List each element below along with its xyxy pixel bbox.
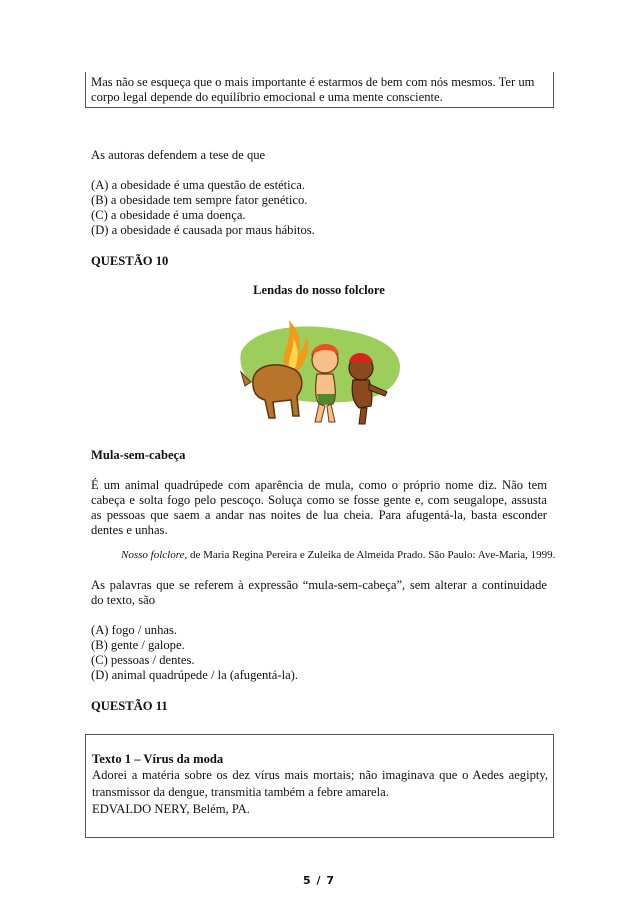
q10-text-line-3: as pessoas que saem a andar nas noites de lua cheia. Para afugentá-la, basta esconder <box>91 508 547 522</box>
q9-option-d: (D) a obesidade é causada por maus hábitos. <box>91 223 315 237</box>
q11-box-line-1: Adorei a matéria sobre os dez vírus mais mortais; não imaginava que o Aedes aegipty, <box>92 768 548 782</box>
q9-stem: As autoras defendem a tese de que <box>91 148 266 162</box>
folklore-illustration <box>233 312 407 430</box>
quote-line-1: Mas não se esqueça que o mais importante é estarmos de bem com nós mesmos. Ter um <box>91 75 535 89</box>
q10-title: Lendas do nosso folclore <box>253 283 385 297</box>
q11-heading: QUESTÃO 11 <box>91 699 168 713</box>
q10-stem-line-2: do texto, são <box>91 593 156 607</box>
q10-option-b: (B) gente / galope. <box>91 638 185 652</box>
page-number: 5 / 7 <box>303 874 335 887</box>
q10-option-c: (C) pessoas / dentes. <box>91 653 195 667</box>
citation-rest: , de Maria Regina Pereira e Zuleika de Almeida Prado. São Paulo: Ave-Maria, 1999. <box>184 549 556 561</box>
q10-stem-line-1: As palavras que se referem à expressão “mula-sem-cabeça”, sem alterar a continuidade <box>91 578 547 592</box>
q10-option-a: (A) fogo / unhas. <box>91 623 178 637</box>
q11-box-line-2: transmissor da dengue, transmitia também a febre amarela. <box>92 785 389 799</box>
q10-citation <box>121 548 556 563</box>
q10-text-line-4: dentes e unhas. <box>91 523 168 537</box>
q10-text-line-1: É um animal quadrúpede com aparência de mula, como o próprio nome diz. Não tem <box>91 478 547 492</box>
quote-box <box>85 72 554 108</box>
q10-heading: QUESTÃO 10 <box>91 254 169 268</box>
quote-line-2: corpo legal depende do equilíbrio emocional e uma mente consciente. <box>91 90 443 104</box>
q10-option-d: (D) animal quadrúpede / la (afugentá-la). <box>91 668 298 682</box>
q11-text-box <box>85 734 554 838</box>
q11-box-title: Texto 1 – Vírus da moda <box>92 752 224 766</box>
q11-box-line-3: EDVALDO NERY, Belém, PA. <box>92 802 250 816</box>
q10-subtitle: Mula-sem-cabeça <box>91 448 186 462</box>
citation-title: Nosso folclore <box>121 549 185 561</box>
q9-option-c: (C) a obesidade é uma doença. <box>91 208 246 222</box>
mule-icon <box>253 365 302 418</box>
q10-text-line-2: cabeça e solta fogo pelo pescoço. Soluça como se fosse gente e, com seugalope, assusta <box>91 493 547 507</box>
q9-option-b: (B) a obesidade tem sempre fator genético. <box>91 193 308 207</box>
folklore-illustration-svg <box>233 312 407 430</box>
q9-option-a: (A) a obesidade é uma questão de estética. <box>91 178 306 192</box>
